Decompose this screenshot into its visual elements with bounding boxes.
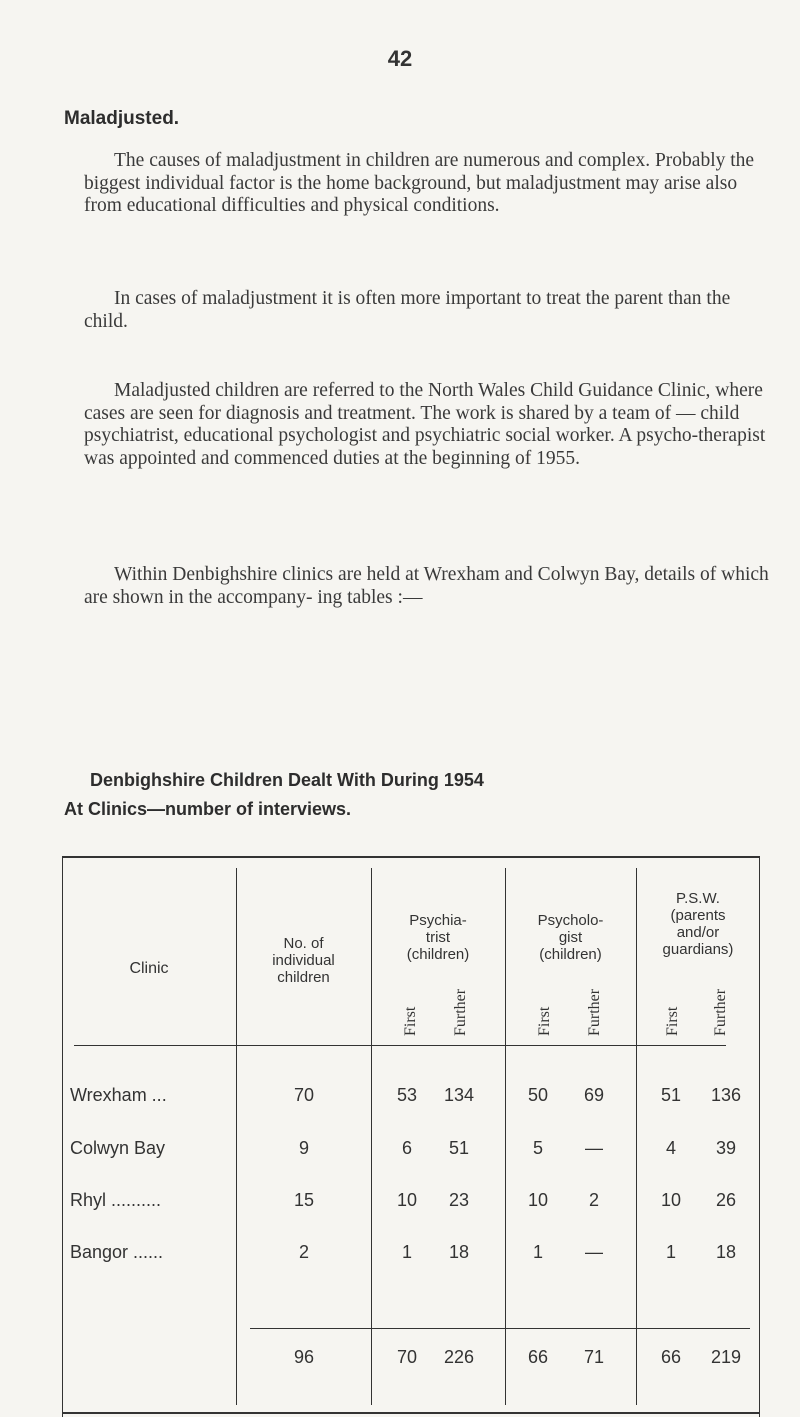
row-clinic: Colwyn Bay — [70, 1138, 166, 1158]
total-psychol-further: 71 — [583, 1347, 605, 1367]
page-number: 42 — [387, 46, 413, 71]
cell-children: 9 — [298, 1138, 309, 1158]
cell-psw-first: 10 — [660, 1190, 682, 1210]
cell-psw-further: 136 — [710, 1085, 742, 1105]
table-title: Denbighshire Children Dealt With During 1954 — [90, 770, 484, 790]
cell-children: 2 — [298, 1242, 309, 1262]
cell-psych-first: 1 — [401, 1242, 412, 1262]
table-bottom-rule — [62, 1412, 760, 1414]
subheader-psychiatrist-further: Further — [452, 988, 469, 1036]
header-no-children: No. of individual children — [272, 935, 335, 986]
subheader-psychiatrist-first: First — [402, 1006, 419, 1036]
cell-psw-further: 39 — [715, 1138, 737, 1158]
cell-psych-further: 18 — [448, 1242, 470, 1262]
paragraph-4: Within Denbighshire clinics are held at Wrexham and Colwyn Bay, details of which are shown in the accompany- ing tables :— — [84, 564, 769, 608]
total-psych-first: 70 — [396, 1347, 418, 1367]
total-rule — [250, 1328, 750, 1329]
cell-psych-first: 53 — [396, 1085, 418, 1105]
cell-psw-first: 4 — [665, 1138, 676, 1158]
cell-children: 70 — [293, 1085, 315, 1105]
header-psychologist: Psycholo- gist (children) — [537, 912, 604, 963]
paragraph-1: The causes of maladjustment in children are numerous and complex. Probably the biggest individual factor is the home background, but maladjustment may arise also from educational difficulties and physical conditions. — [84, 150, 755, 216]
header-psychiatrist: Psychia- trist (children) — [406, 912, 470, 963]
cell-psychol-first: 50 — [527, 1085, 549, 1105]
cell-psych-further: 23 — [448, 1190, 470, 1210]
cell-psw-first: 1 — [665, 1242, 676, 1262]
section-heading: Maladjusted. — [64, 108, 180, 129]
cell-psych-first: 10 — [396, 1190, 418, 1210]
header-clinic: Clinic — [129, 960, 169, 977]
total-psw-first: 66 — [660, 1347, 682, 1367]
cell-psw-further: 18 — [715, 1242, 737, 1262]
total-psych-further: 226 — [443, 1347, 475, 1367]
cell-children: 15 — [293, 1190, 315, 1210]
subheader-psychologist-first: First — [536, 1006, 553, 1036]
row-clinic: Bangor ...... — [70, 1242, 164, 1262]
total-psychol-first: 66 — [527, 1347, 549, 1367]
total-children: 96 — [293, 1347, 315, 1367]
table-subtitle: At Clinics—number of interviews. — [64, 799, 352, 819]
header-rule — [74, 1045, 726, 1046]
cell-psychol-further: — — [585, 1242, 603, 1262]
table-left-rule — [62, 857, 63, 1417]
cell-psychol-further: 69 — [583, 1085, 605, 1105]
cell-psw-first: 51 — [660, 1085, 682, 1105]
total-psw-further: 219 — [710, 1347, 742, 1367]
cell-psych-further: 134 — [443, 1085, 475, 1105]
cell-psychol-further: — — [585, 1138, 603, 1158]
cell-psychol-first: 5 — [532, 1138, 543, 1158]
header-psw: P.S.W. (parents and/or guardians) — [662, 890, 734, 958]
cell-psychol-further: 2 — [588, 1190, 599, 1210]
cell-psw-further: 26 — [715, 1190, 737, 1210]
paragraph-2: In cases of maladjustment it is often more important to treat the parent than the child. — [84, 288, 731, 332]
row-clinic: Wrexham ... — [70, 1085, 167, 1105]
cell-psychol-first: 1 — [532, 1242, 543, 1262]
cell-psych-further: 51 — [448, 1138, 470, 1158]
row-clinic: Rhyl .......... — [70, 1190, 162, 1210]
cell-psychol-first: 10 — [527, 1190, 549, 1210]
paragraph-3: Maladjusted children are referred to the North Wales Child Guidance Clinic, where cases are seen for diagnosis and treatment. The work is shared by a team of — child psychiatrist, educational psychologist and psychiatric social worker. A psycho-therapist was appointed and commenced duties at the beginning of 1955. — [84, 380, 766, 469]
cell-psych-first: 6 — [401, 1138, 412, 1158]
subheader-psychologist-further: Further — [586, 988, 603, 1036]
table-top-rule — [62, 856, 760, 858]
subheader-psw-further: Further — [712, 988, 729, 1036]
subheader-psw-first: First — [664, 1006, 681, 1036]
